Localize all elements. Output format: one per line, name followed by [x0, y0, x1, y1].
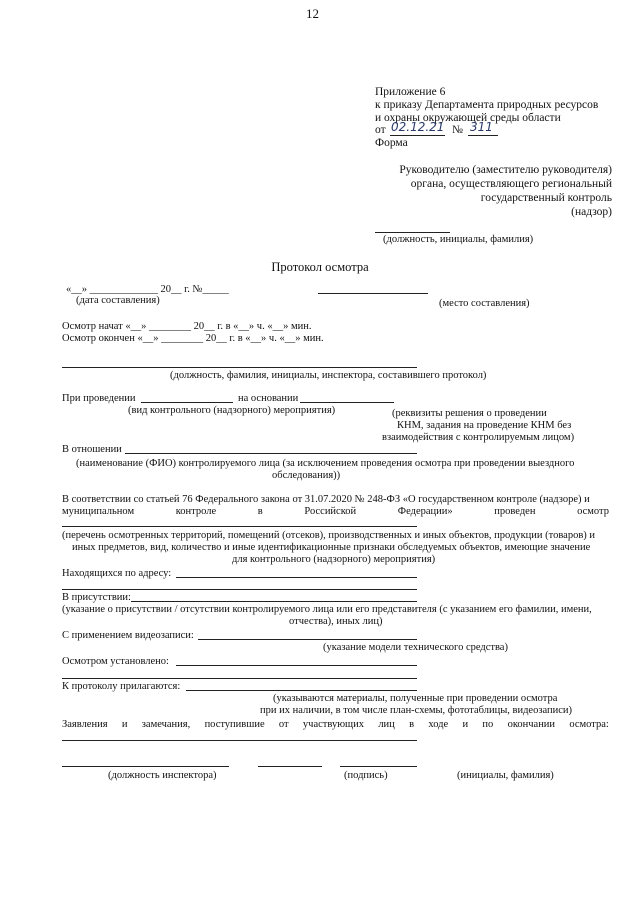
- established-label: Осмотром установлено:: [62, 656, 169, 667]
- law-line-2: [62, 506, 609, 518]
- addressee-line-2: органа, осуществляющего региональный: [410, 178, 612, 190]
- objects-caption-1: (перечень осмотренных территорий, помещений (отсеков), производственных и иных объектов, продукции (товаров) и: [62, 530, 596, 541]
- date-number-template: «__» _____________ 20__ г. №_____: [66, 284, 229, 295]
- addressee-line-1: Руководителю (заместителю руководителя): [399, 164, 612, 176]
- attachments-label: К протоколу прилагаются:: [62, 681, 181, 692]
- statements-word: и: [121, 719, 128, 730]
- law-word: Федерации»: [397, 506, 453, 517]
- presence-caption-2: отчества), иных лиц): [289, 616, 383, 627]
- appendix-handwritten-date: 02.12.21: [391, 120, 445, 134]
- statements-word: от: [278, 719, 289, 730]
- appendix-department-line: и охраны окружающей среды области: [375, 112, 561, 124]
- inspector-caption: (должность, фамилия, инициалы, инспектора, составившего протокол): [170, 370, 487, 381]
- place-caption: (место составления): [439, 298, 530, 309]
- signature-line: [258, 766, 322, 767]
- law-word: в: [257, 506, 263, 517]
- name-caption: (инициалы, фамилия): [457, 770, 554, 781]
- appendix-number-line: [468, 135, 498, 136]
- regard-prefix: В отношении: [62, 444, 122, 455]
- established-line: [176, 665, 417, 666]
- statements-word: в: [409, 719, 415, 730]
- statements-line: [62, 719, 609, 731]
- statements-line-blank: [62, 740, 417, 741]
- statements-word: Заявления: [62, 719, 108, 730]
- video-label: С применением видеозаписи:: [62, 630, 194, 641]
- address-label: Находящихся по адресу:: [62, 568, 172, 579]
- presence-line: [131, 601, 417, 602]
- objects-caption-3: для контрольного (надзорного) мероприятия): [232, 554, 436, 565]
- law-word: муниципальном: [62, 506, 135, 517]
- regard-caption-1: (наименование (ФИО) контролируемого лица (за исключением проведения осмотра при проведении выездного: [76, 458, 575, 469]
- form-label: Форма: [375, 137, 408, 149]
- date-caption: (дата составления): [76, 295, 160, 306]
- attachments-line: [186, 690, 417, 691]
- statements-word: лиц: [378, 719, 395, 730]
- law-word: Российской: [304, 506, 357, 517]
- attachments-caption-2: при их наличии, в том числе план-схемы, фототаблицы, видеозаписи): [260, 705, 573, 716]
- address-line-2: [62, 589, 417, 590]
- conduct-basis-caption-1: (реквизиты решения о проведении: [392, 408, 547, 419]
- position-caption: (должность инспектора): [108, 770, 217, 781]
- signature-caption: (подпись): [344, 770, 388, 781]
- conduct-basis-label: на основании: [238, 393, 299, 404]
- appendix-order-line: к приказу Департамента природных ресурсов: [375, 99, 599, 111]
- established-line-2: [62, 678, 417, 679]
- statements-word: поступившие: [204, 719, 265, 730]
- presence-label: В присутствии:: [62, 592, 131, 603]
- addressee-line-3: государственный контроль: [480, 192, 612, 204]
- regard-caption-2: обследования)): [272, 470, 341, 481]
- conduct-prefix: При проведении: [62, 393, 136, 404]
- addressee-line-4: (надзор): [571, 206, 612, 218]
- name-signature-line: [340, 766, 417, 767]
- objects-caption-2: иных предметов, вид, количество и иные идентификационные признаки обследуемых объектов, имеющие значение: [72, 542, 591, 553]
- place-line: [318, 293, 428, 294]
- law-line-1: В соответствии со статьей 76 Федерального закона от 31.07.2020 № 248-ФЗ «О государственном контроле (надзоре) и: [62, 494, 590, 505]
- law-word: проведен: [494, 506, 536, 517]
- attachments-caption-1: (указываются материалы, полученные при проведении осмотра: [273, 693, 558, 704]
- statements-word: осмотра:: [569, 719, 609, 730]
- addressee-signature-line: [375, 232, 450, 233]
- appendix-date-line: [390, 135, 445, 136]
- page-number: 12: [306, 6, 319, 21]
- presence-caption-1: (указание о присутствии / отсутствии контролируемого лица или его представителя (с указанием его фамилии, имени,: [62, 604, 592, 615]
- appendix-date-prefix: от: [375, 124, 386, 136]
- document-title: Протокол осмотра: [271, 260, 369, 274]
- statements-word: ходе: [428, 719, 449, 730]
- position-signature-line: [62, 766, 229, 767]
- appendix-title: Приложение 6: [375, 86, 446, 98]
- regard-line: [125, 453, 417, 454]
- statements-word: замечания,: [141, 719, 191, 730]
- statements-word: и: [462, 719, 469, 730]
- law-word: контроле: [175, 506, 217, 517]
- inspection-ended: Осмотр окончен «__» ________ 20__ г. в «__» ч. «__» мин.: [62, 333, 324, 344]
- appendix-number-sign: №: [452, 124, 463, 136]
- conduct-type-line: [141, 402, 233, 403]
- conduct-basis-caption-3: взаимодействия с контролируемым лицом): [382, 432, 575, 443]
- address-line: [176, 577, 417, 578]
- video-caption: (указание модели технического средства): [323, 642, 508, 653]
- statements-word: по: [482, 719, 494, 730]
- law-word: осмотр: [577, 506, 609, 517]
- addressee-caption: (должность, инициалы, фамилия): [383, 234, 534, 245]
- conduct-basis-line: [300, 402, 394, 403]
- video-line: [198, 639, 417, 640]
- appendix-handwritten-number: 311: [470, 120, 493, 134]
- objects-line: [62, 526, 417, 527]
- conduct-type-caption: (вид контрольного (надзорного) мероприятия): [128, 405, 336, 416]
- inspection-started: Осмотр начат «__» ________ 20__ г. в «__» ч. «__» мин.: [62, 321, 312, 332]
- statements-word: окончании: [507, 719, 556, 730]
- conduct-basis-caption-2: КНМ, задания на проведение КНМ без: [397, 420, 572, 431]
- inspector-line: [62, 367, 417, 368]
- statements-word: участвующих: [302, 719, 365, 730]
